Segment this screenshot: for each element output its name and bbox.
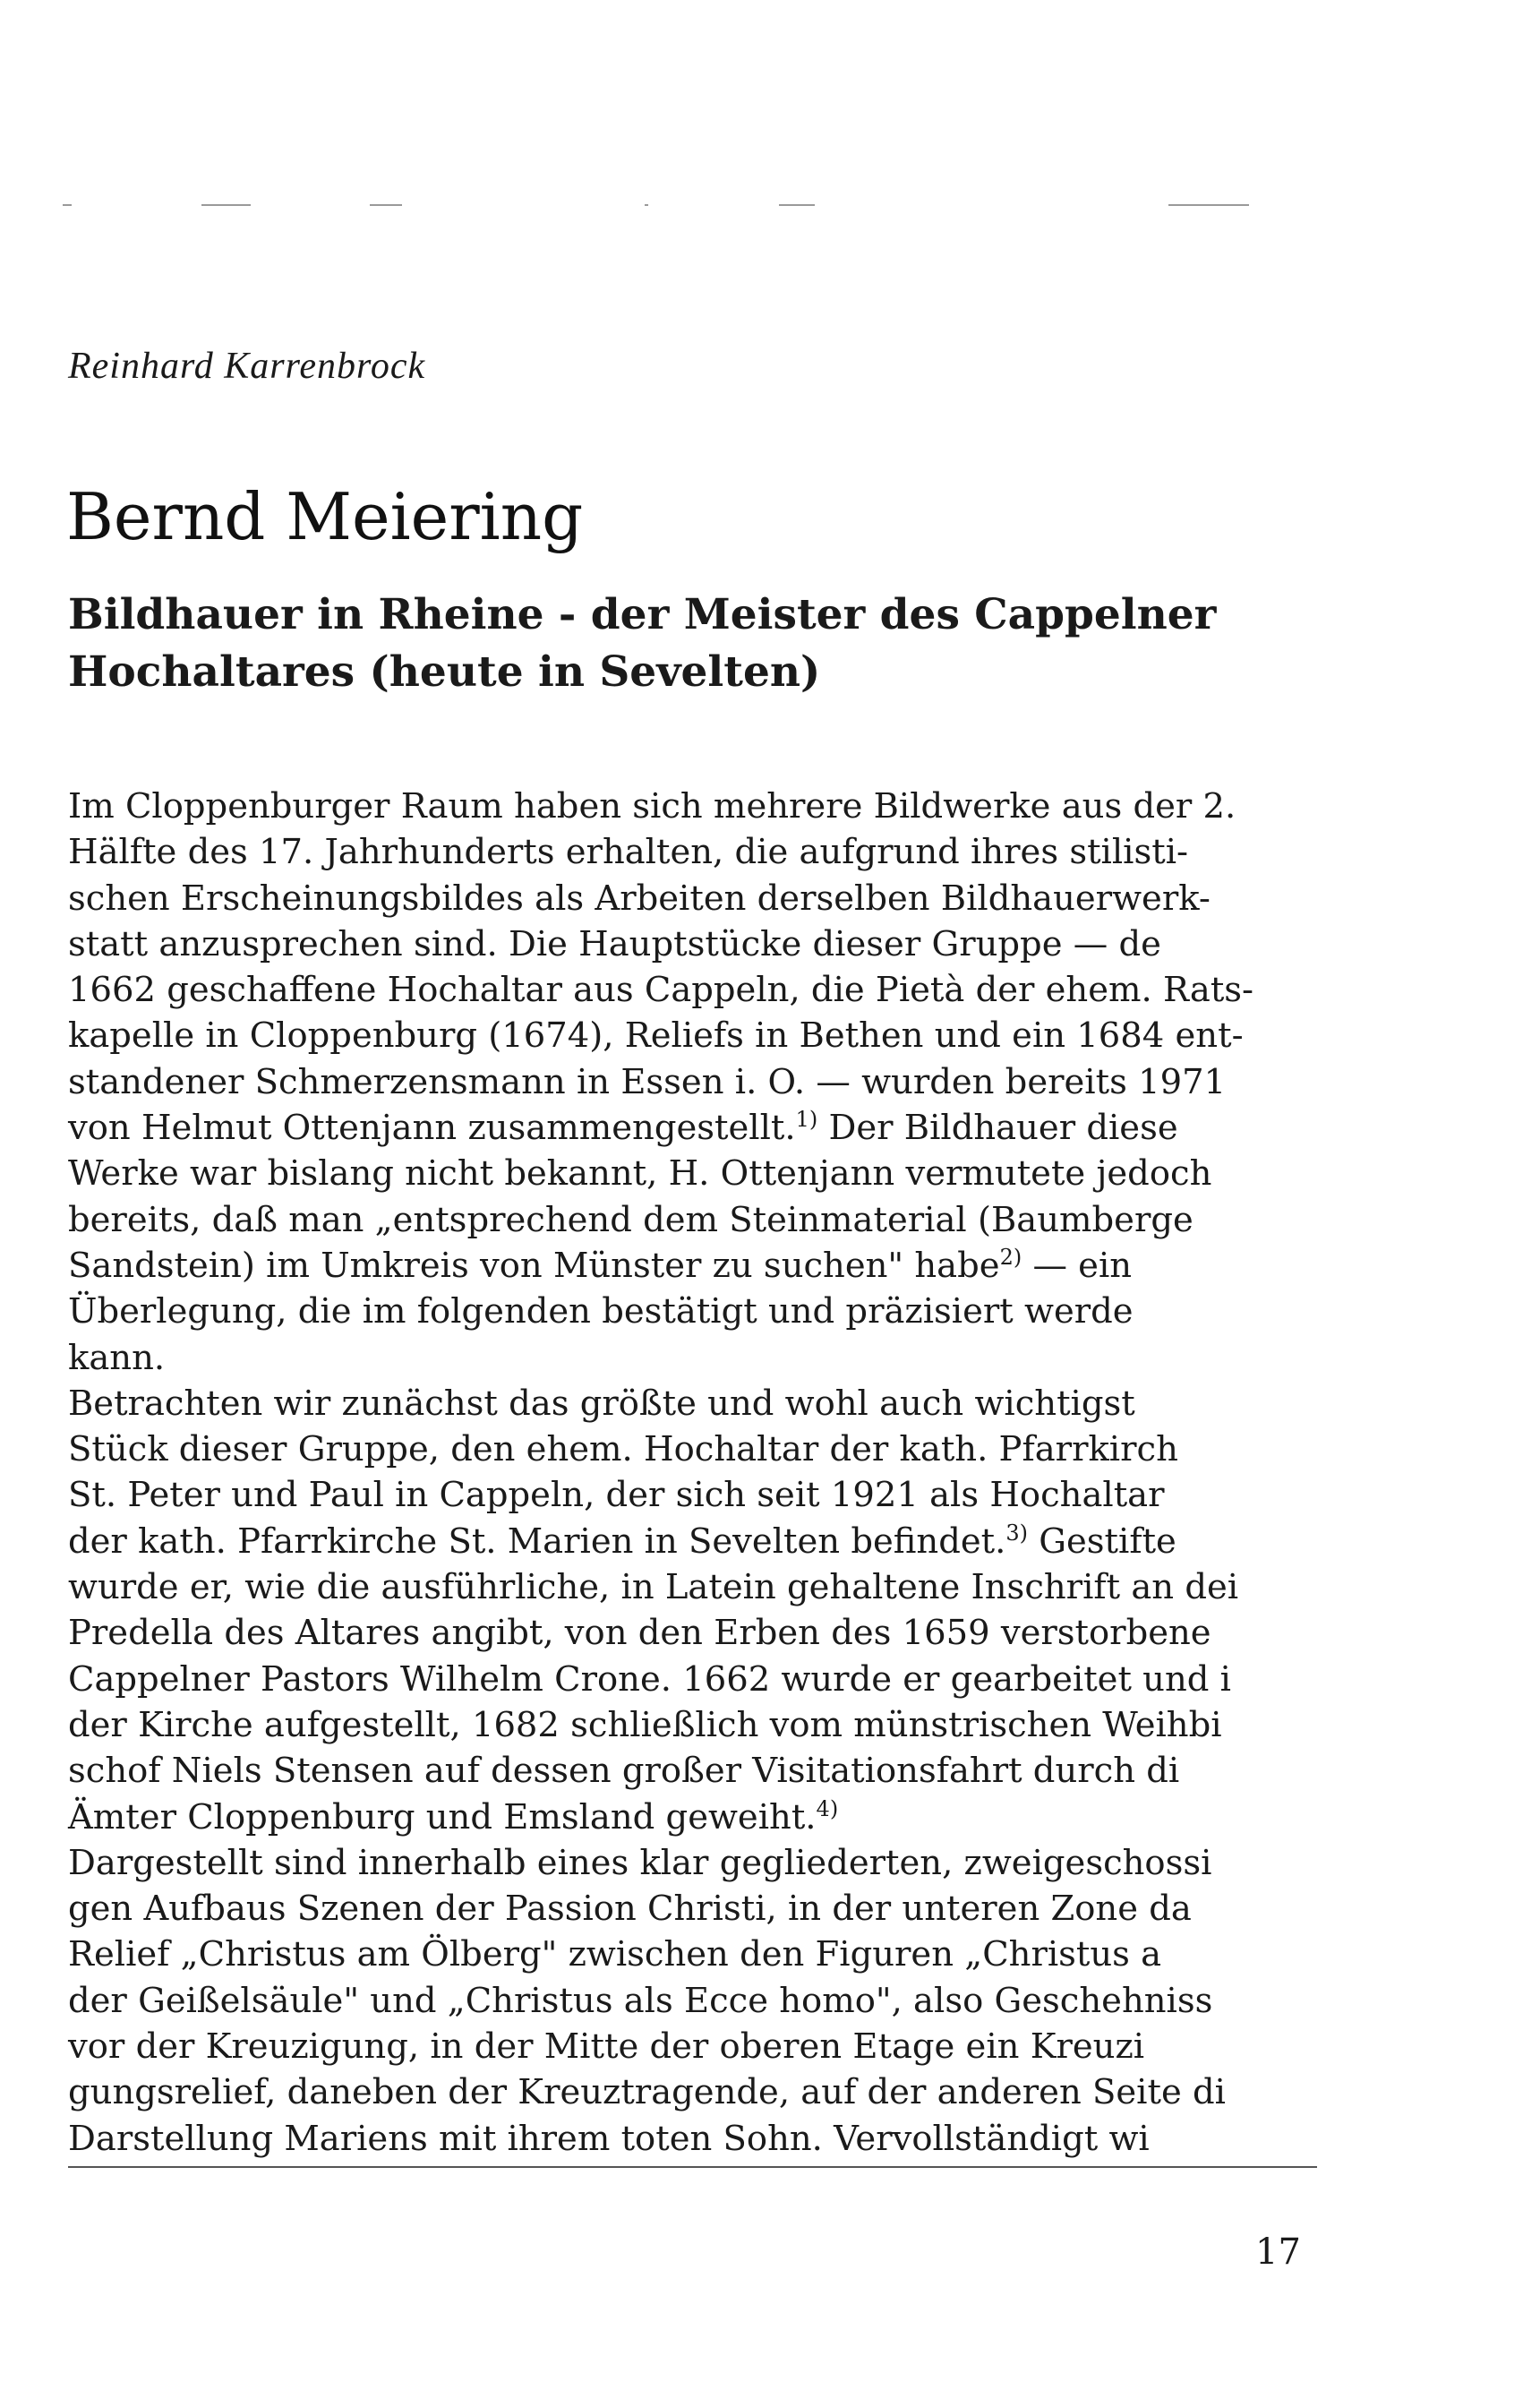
body-line: Relief „Christus am Ölberg" zwischen den Figuren „Christus a	[68, 1934, 1162, 1975]
body-line: gen Aufbaus Szenen der Passion Christi, in der unteren Zone da	[68, 1889, 1192, 1930]
body-line: Cappelner Pastors Wilhelm Crone. 1662 wurde er gearbeitet und i	[68, 1658, 1231, 1700]
body-line: schen Erscheinungsbildes als Arbeiten derselben Bildhauerwerk-	[68, 878, 1211, 919]
author-name: Reinhard Karrenbrock	[68, 346, 426, 387]
body-line: Hälfte des 17. Jahrhunderts erhalten, die aufgrund ihres stilisti-	[68, 832, 1189, 873]
footnote-marker: 2)	[999, 1244, 1022, 1270]
body-line	[68, 1243, 1322, 1289]
body-line: Predella des Altares angibt, von den Erben des 1659 verstorbene	[68, 1613, 1211, 1654]
scan-artifact-marks	[63, 204, 1298, 210]
body-line-text: der kath. Pfarrkirche St. Marien in Sevelten befindet.	[68, 1520, 1006, 1562]
body-line: der Geißelsäule" und „Christus als Ecce homo", also Geschehniss	[68, 1980, 1213, 2021]
body-line: Überlegung, die im folgenden bestätigt und präzisiert werde	[68, 1291, 1134, 1332]
body-line: schof Niels Stensen auf dessen großer Visitationsfahrt durch di	[68, 1751, 1180, 1792]
body-line-text: Gestifte	[1028, 1520, 1176, 1562]
body-line: bereits, daß man „entsprechend dem Steinmaterial (Baumberge	[68, 1199, 1194, 1240]
body-line: standener Schmerzensmann in Essen i. O. — wurden bereits 1971	[68, 1061, 1227, 1102]
body-line: 1662 geschaffene Hochaltar aus Cappeln, die Pietà der ehem. Rats-	[68, 970, 1254, 1011]
article-title: Bernd Meiering	[66, 479, 584, 554]
article-subtitle	[68, 587, 1322, 701]
body-line: kann.	[68, 1337, 166, 1378]
footnote-marker: 1)	[795, 1107, 818, 1133]
body-line-text: — ein	[1022, 1245, 1133, 1286]
subtitle-line: Bildhauer in Rheine - der Meister des Cappelner	[68, 590, 1217, 639]
footnote-marker: 3)	[1005, 1520, 1028, 1546]
article-body	[68, 784, 1322, 2162]
body-line: Werke war bislang nicht bekannt, H. Ottenjann vermutete jedoch	[68, 1153, 1212, 1195]
page-number: 17	[1255, 2231, 1301, 2273]
body-line-text: Sandstein) im Umkreis von Münster zu suchen" habe	[68, 1245, 1000, 1286]
body-line: wurde er, wie die ausführliche, in Latein gehaltene Inschrift an dei	[68, 1567, 1239, 1608]
body-line: Darstellung Mariens mit ihrem toten Sohn. Vervollständigt wi	[68, 2118, 1150, 2159]
body-line: Stück dieser Gruppe, den ehem. Hochaltar der kath. Pfarrkirch	[68, 1429, 1178, 1470]
subtitle-line: Hochaltares (heute in Sevelten)	[68, 647, 821, 697]
body-line	[68, 1519, 1322, 1564]
body-line-text: Ämter Cloppenburg und Emsland geweiht.	[68, 1796, 817, 1837]
body-line: Betrachten wir zunächst das größte und wohl auch wichtigst	[68, 1383, 1135, 1424]
body-line: Im Cloppenburger Raum haben sich mehrere Bildwerke aus der 2.	[68, 786, 1236, 827]
footnote-marker: 4)	[816, 1795, 839, 1821]
footnote-separator-rule	[68, 2166, 1317, 2168]
body-line: vor der Kreuzigung, in der Mitte der oberen Etage ein Kreuzi	[68, 2026, 1145, 2068]
body-line: kapelle in Cloppenburg (1674), Reliefs in Bethen und ein 1684 ent-	[68, 1015, 1244, 1057]
body-line: St. Peter und Paul in Cappeln, der sich seit 1921 als Hochaltar	[68, 1475, 1165, 1516]
body-line-text: Der Bildhauer diese	[817, 1108, 1178, 1149]
body-line	[68, 1795, 1322, 1840]
body-line: gungsrelief, daneben der Kreuztragende, auf der anderen Seite di	[68, 2072, 1226, 2113]
body-line: der Kirche aufgestellt, 1682 schließlich vom münstrischen Weihbi	[68, 1704, 1222, 1745]
body-line-text: von Helmut Ottenjann zusammengestellt.	[68, 1108, 796, 1149]
body-line: Dargestellt sind innerhalb eines klar gegliederten, zweigeschossi	[68, 1842, 1212, 1883]
body-line: statt anzusprechen sind. Die Hauptstücke dieser Gruppe — de	[68, 923, 1161, 964]
body-line	[68, 1105, 1322, 1151]
